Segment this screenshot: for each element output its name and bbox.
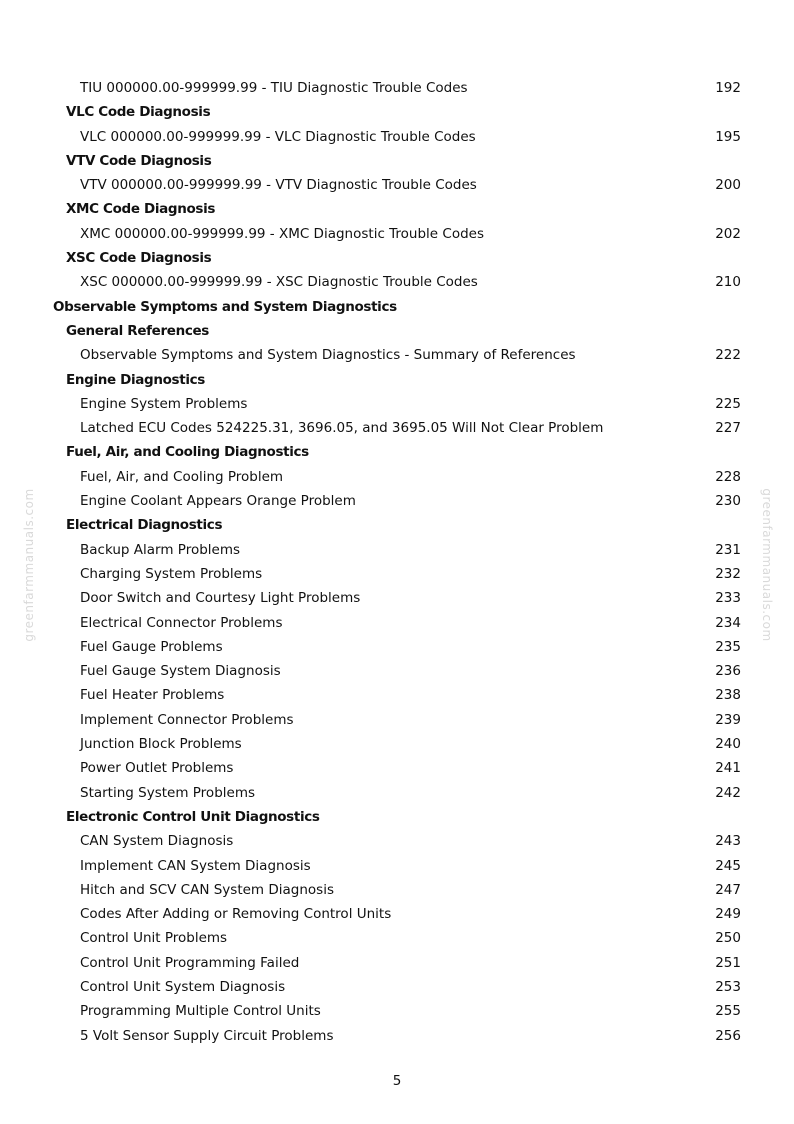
toc-entry-page-number: 228 — [715, 468, 741, 485]
toc-entry-page-number: 250 — [715, 930, 741, 947]
toc-entry-title: Fuel Gauge System Diagnosis — [80, 663, 281, 680]
toc-entry-title: Latched ECU Codes 524225.31, 3696.05, and 3695.05 Will Not Clear Problem — [80, 420, 604, 437]
toc-entry-page-number: 236 — [715, 663, 741, 680]
toc-entry-page-number: 247 — [715, 881, 741, 898]
toc-entry-page-number: 240 — [715, 736, 741, 753]
toc-subsection-heading — [0, 246, 794, 270]
toc-entry-page-number: 243 — [715, 833, 741, 850]
toc-subsection-heading — [0, 368, 794, 392]
toc-entry[interactable] — [0, 76, 794, 100]
toc-entry-page-number: 230 — [715, 493, 741, 510]
toc-entry[interactable] — [0, 926, 794, 950]
toc-entry-page-number: 227 — [715, 420, 741, 437]
toc-entry[interactable] — [0, 173, 794, 197]
toc-entry[interactable] — [0, 222, 794, 246]
toc-entry-title: Starting System Problems — [80, 784, 256, 801]
toc-entry-title: Implement Connector Problems — [80, 711, 294, 728]
toc-entry[interactable] — [0, 611, 794, 635]
toc-entry[interactable] — [0, 562, 794, 586]
toc-entry-title: TIU 000000.00-999999.99 - TIU Diagnostic Trouble Codes — [80, 80, 468, 96]
toc-entry-title: XMC Code Diagnosis — [66, 201, 216, 218]
toc-entry-title: Engine Coolant Appears Orange Problem — [80, 493, 356, 510]
toc-entry-title: General References — [66, 322, 209, 339]
toc-entry-title: Door Switch and Courtesy Light Problems — [80, 590, 361, 607]
toc-entry[interactable] — [0, 975, 794, 999]
toc-entry-title: VTV Code Diagnosis — [66, 152, 212, 169]
toc-entry[interactable] — [0, 465, 794, 489]
toc-entry-title: XMC 000000.00-999999.99 - XMC Diagnostic Trouble Codes — [80, 225, 484, 242]
toc-entry-page-number: 234 — [715, 614, 741, 631]
toc-subsection-heading — [0, 100, 794, 124]
toc-entry-title: Implement CAN System Diagnosis — [80, 857, 311, 874]
watermark-text: greenfarmmanuals.com — [760, 488, 774, 642]
toc-entry-title: Control Unit System Diagnosis — [80, 978, 286, 995]
toc-entry[interactable] — [0, 1024, 794, 1048]
toc-entry-page-number: 255 — [715, 1003, 741, 1020]
toc-entry-title: Fuel, Air, and Cooling Problem — [80, 468, 284, 485]
toc-entry-title: Programming Multiple Control Units — [80, 1003, 321, 1020]
toc-entry[interactable] — [0, 416, 794, 440]
toc-entry-title: Junction Block Problems — [80, 736, 242, 753]
toc-entry-title: VLC Code Diagnosis — [66, 104, 211, 121]
toc-entry[interactable] — [0, 878, 794, 902]
toc-entry-page-number: 222 — [715, 347, 741, 364]
toc-entry[interactable] — [0, 708, 794, 732]
toc-entry-title: Power Outlet Problems — [80, 760, 234, 777]
toc-entry-title: Control Unit Programming Failed — [80, 954, 300, 971]
toc-entry-page-number: 232 — [715, 565, 741, 582]
toc-entry-page-number: 233 — [715, 590, 741, 607]
toc-entry-title: Control Unit Problems — [80, 930, 228, 947]
toc-entry-title: Fuel Heater Problems — [80, 687, 225, 704]
toc-entry-page-number: 200 — [715, 177, 741, 194]
table-of-contents — [0, 76, 794, 1048]
toc-entry-page-number: 249 — [715, 906, 741, 923]
toc-entry[interactable] — [0, 343, 794, 367]
toc-entry[interactable] — [0, 781, 794, 805]
toc-entry[interactable] — [0, 902, 794, 926]
toc-entry-page-number: 238 — [715, 687, 741, 704]
toc-entry-title: XSC Code Diagnosis — [66, 250, 212, 267]
toc-entry-title: Charging System Problems — [80, 565, 263, 582]
toc-entry-title: Observable Symptoms and System Diagnostics — [53, 298, 397, 315]
toc-entry-page-number: 202 — [715, 225, 741, 242]
toc-entry[interactable] — [0, 489, 794, 513]
toc-entry[interactable] — [0, 854, 794, 878]
toc-entry[interactable] — [0, 659, 794, 683]
toc-entry-title: VTV 000000.00-999999.99 - VTV Diagnostic Trouble Codes — [80, 177, 477, 194]
toc-entry-page-number: 239 — [715, 711, 741, 728]
toc-entry-title: Engine System Problems — [80, 395, 248, 412]
toc-entry[interactable] — [0, 270, 794, 294]
toc-entry-page-number: 195 — [715, 128, 741, 145]
toc-entry-title: Electronic Control Unit Diagnostics — [66, 808, 320, 825]
toc-entry[interactable] — [0, 683, 794, 707]
toc-entry-title: CAN System Diagnosis — [80, 833, 234, 850]
toc-entry-page-number: 225 — [715, 395, 741, 412]
toc-entry-title: Hitch and SCV CAN System Diagnosis — [80, 881, 334, 898]
toc-entry[interactable] — [0, 392, 794, 416]
toc-section-heading — [0, 295, 794, 319]
toc-entry-title: Electrical Connector Problems — [80, 614, 283, 631]
toc-entry-title: XSC 000000.00-999999.99 - XSC Diagnostic Trouble Codes — [80, 274, 478, 291]
watermark-text: greenfarmmanuals.com — [22, 488, 36, 642]
toc-entry-page-number: 231 — [715, 541, 741, 558]
toc-entry-title: Backup Alarm Problems — [80, 541, 241, 558]
toc-entry[interactable] — [0, 829, 794, 853]
toc-entry-page-number: 192 — [715, 80, 741, 96]
toc-entry-title: Electrical Diagnostics — [66, 517, 223, 534]
toc-entry[interactable] — [0, 125, 794, 149]
toc-entry[interactable] — [0, 586, 794, 610]
toc-entry[interactable] — [0, 538, 794, 562]
toc-entry-title: Observable Symptoms and System Diagnostics - Summary of References — [80, 347, 576, 364]
toc-entry[interactable] — [0, 999, 794, 1023]
toc-entry-page-number: 256 — [715, 1027, 741, 1044]
toc-entry-page-number: 235 — [715, 638, 741, 655]
toc-entry-title: Fuel, Air, and Cooling Diagnostics — [66, 444, 309, 461]
toc-entry-title: Fuel Gauge Problems — [80, 638, 223, 655]
toc-entry-page-number: 253 — [715, 978, 741, 995]
toc-entry-title: Engine Diagnostics — [66, 371, 205, 388]
toc-entry[interactable] — [0, 951, 794, 975]
toc-subsection-heading — [0, 513, 794, 537]
toc-subsection-heading — [0, 319, 794, 343]
toc-entry-page-number: 251 — [715, 954, 741, 971]
toc-entry-page-number: 245 — [715, 857, 741, 874]
toc-entry-page-number: 210 — [715, 274, 741, 291]
toc-subsection-heading — [0, 805, 794, 829]
toc-entry[interactable] — [0, 635, 794, 659]
toc-entry-title: 5 Volt Sensor Supply Circuit Problems — [80, 1027, 334, 1044]
toc-subsection-heading — [0, 149, 794, 173]
toc-entry[interactable] — [0, 732, 794, 756]
toc-entry[interactable] — [0, 756, 794, 780]
toc-entry-page-number: 242 — [715, 784, 741, 801]
toc-entry-title: VLC 000000.00-999999.99 - VLC Diagnostic Trouble Codes — [80, 128, 476, 145]
toc-subsection-heading — [0, 440, 794, 464]
toc-entry-page-number: 241 — [715, 760, 741, 777]
page-number: 5 — [392, 1073, 402, 1089]
toc-entry-title: Codes After Adding or Removing Control Units — [80, 906, 392, 923]
toc-subsection-heading — [0, 197, 794, 221]
